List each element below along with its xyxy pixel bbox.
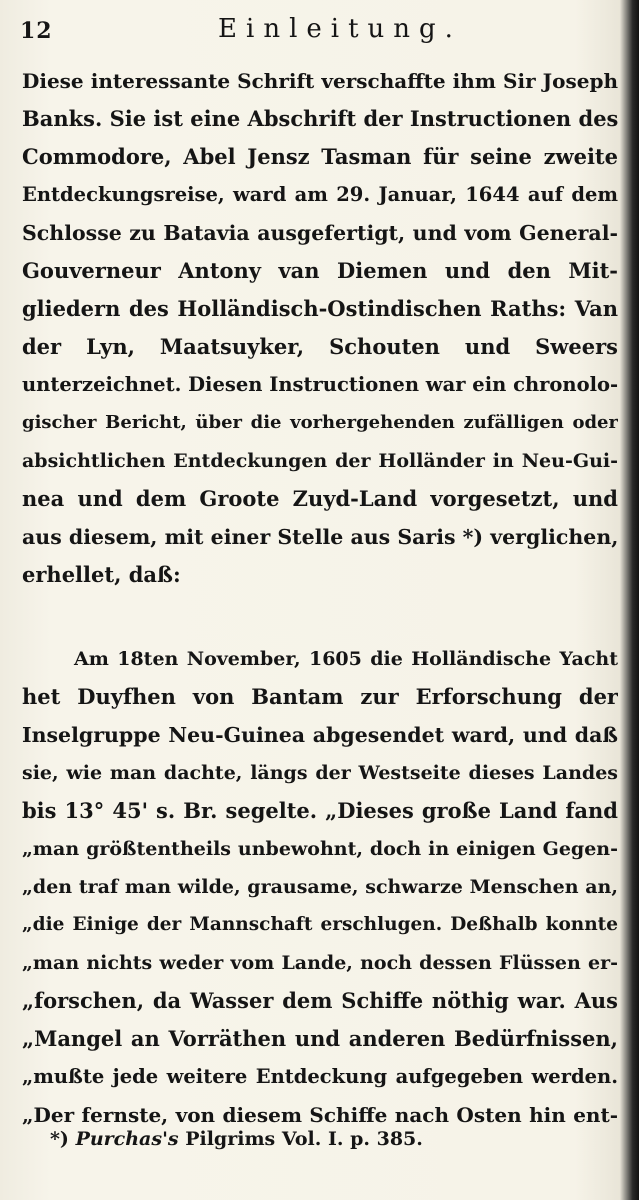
text-line: Schlosse zu Batavia ausgefertigt, und vom General- bbox=[22, 221, 618, 245]
footnote-text: Pilgrims Vol. I. p. 385. bbox=[185, 1128, 423, 1150]
footnote-author: Purchas's bbox=[75, 1128, 179, 1150]
text-line: het Duyfhen von Bantam zur Erforschung der bbox=[22, 684, 618, 709]
text-line: „man nichts weder vom Lande, noch dessen Flüssen er- bbox=[22, 952, 618, 974]
text-line: gischer Bericht, über die vorhergehenden zufälligen oder bbox=[22, 412, 618, 433]
text-line: „man größtentheils unbewohnt, doch in einigen Gegen- bbox=[22, 838, 618, 860]
page-number: 12 bbox=[20, 18, 53, 44]
paragraph-gap bbox=[22, 594, 618, 640]
running-head: Einleitung. bbox=[218, 14, 462, 44]
text-line: „die Einige der Mannschaft erschlugen. Deßhalb konnte bbox=[22, 914, 618, 935]
page-header bbox=[20, 12, 620, 52]
text-line: Banks. Sie ist eine Abschrift der Instructionen des bbox=[22, 106, 618, 131]
text-line: „forschen, da Wasser dem Schiffe nöthig war. Aus bbox=[22, 988, 618, 1013]
text-line: „Der fernste, von diesem Schiffe nach Osten hin ent- bbox=[22, 1103, 618, 1127]
text-line: bis 13° 45' s. Br. segelte. „Dieses große Land fand bbox=[22, 798, 618, 823]
text-line: Am 18ten November, 1605 die Holländische Yacht bbox=[74, 648, 618, 670]
text-line: unterzeichnet. Diesen Instructionen war ein chronolo- bbox=[22, 373, 618, 396]
text-line: erhellet, daß: bbox=[22, 562, 181, 587]
text-line: „Mangel an Vorräthen und anderen Bedürfnissen, bbox=[22, 1026, 618, 1051]
text-line: aus diesem, mit einer Stelle aus Saris *) verglichen, bbox=[22, 525, 618, 549]
text-line: gliedern des Holländisch-Ostindischen Raths: Van bbox=[22, 296, 618, 321]
text-line: „mußte jede weitere Entdeckung aufgegeben werden. bbox=[22, 1065, 618, 1088]
footnote-marker: *) bbox=[50, 1128, 69, 1150]
paragraph-2 bbox=[22, 640, 618, 1134]
text-line: sie, wie man dachte, längs der Westseite dieses Landes bbox=[22, 762, 618, 784]
text-line: Diese interessante Schrift verschaffte ihm Sir Joseph bbox=[22, 69, 618, 93]
text-line: absichtlichen Entdeckungen der Holländer in Neu-Gui- bbox=[22, 450, 618, 472]
text-line: Entdeckungsreise, ward am 29. Januar, 1644 auf dem bbox=[22, 183, 618, 206]
body-text bbox=[22, 62, 618, 1134]
footnote bbox=[50, 1128, 423, 1150]
text-line: nea und dem Groote Zuyd-Land vorgesetzt, und bbox=[22, 486, 618, 511]
paragraph-1 bbox=[22, 62, 618, 594]
text-line: der Lyn, Maatsuyker, Schouten und Sweers bbox=[22, 334, 618, 359]
text-line: Inselgruppe Neu-Guinea abgesendet ward, und daß bbox=[22, 723, 618, 747]
text-line: Gouverneur Antony van Diemen und den Mit- bbox=[22, 258, 618, 283]
text-line: Commodore, Abel Jensz Tasman für seine zweite bbox=[22, 144, 618, 169]
text-line: „den traf man wilde, grausame, schwarze Menschen an, bbox=[22, 876, 618, 898]
